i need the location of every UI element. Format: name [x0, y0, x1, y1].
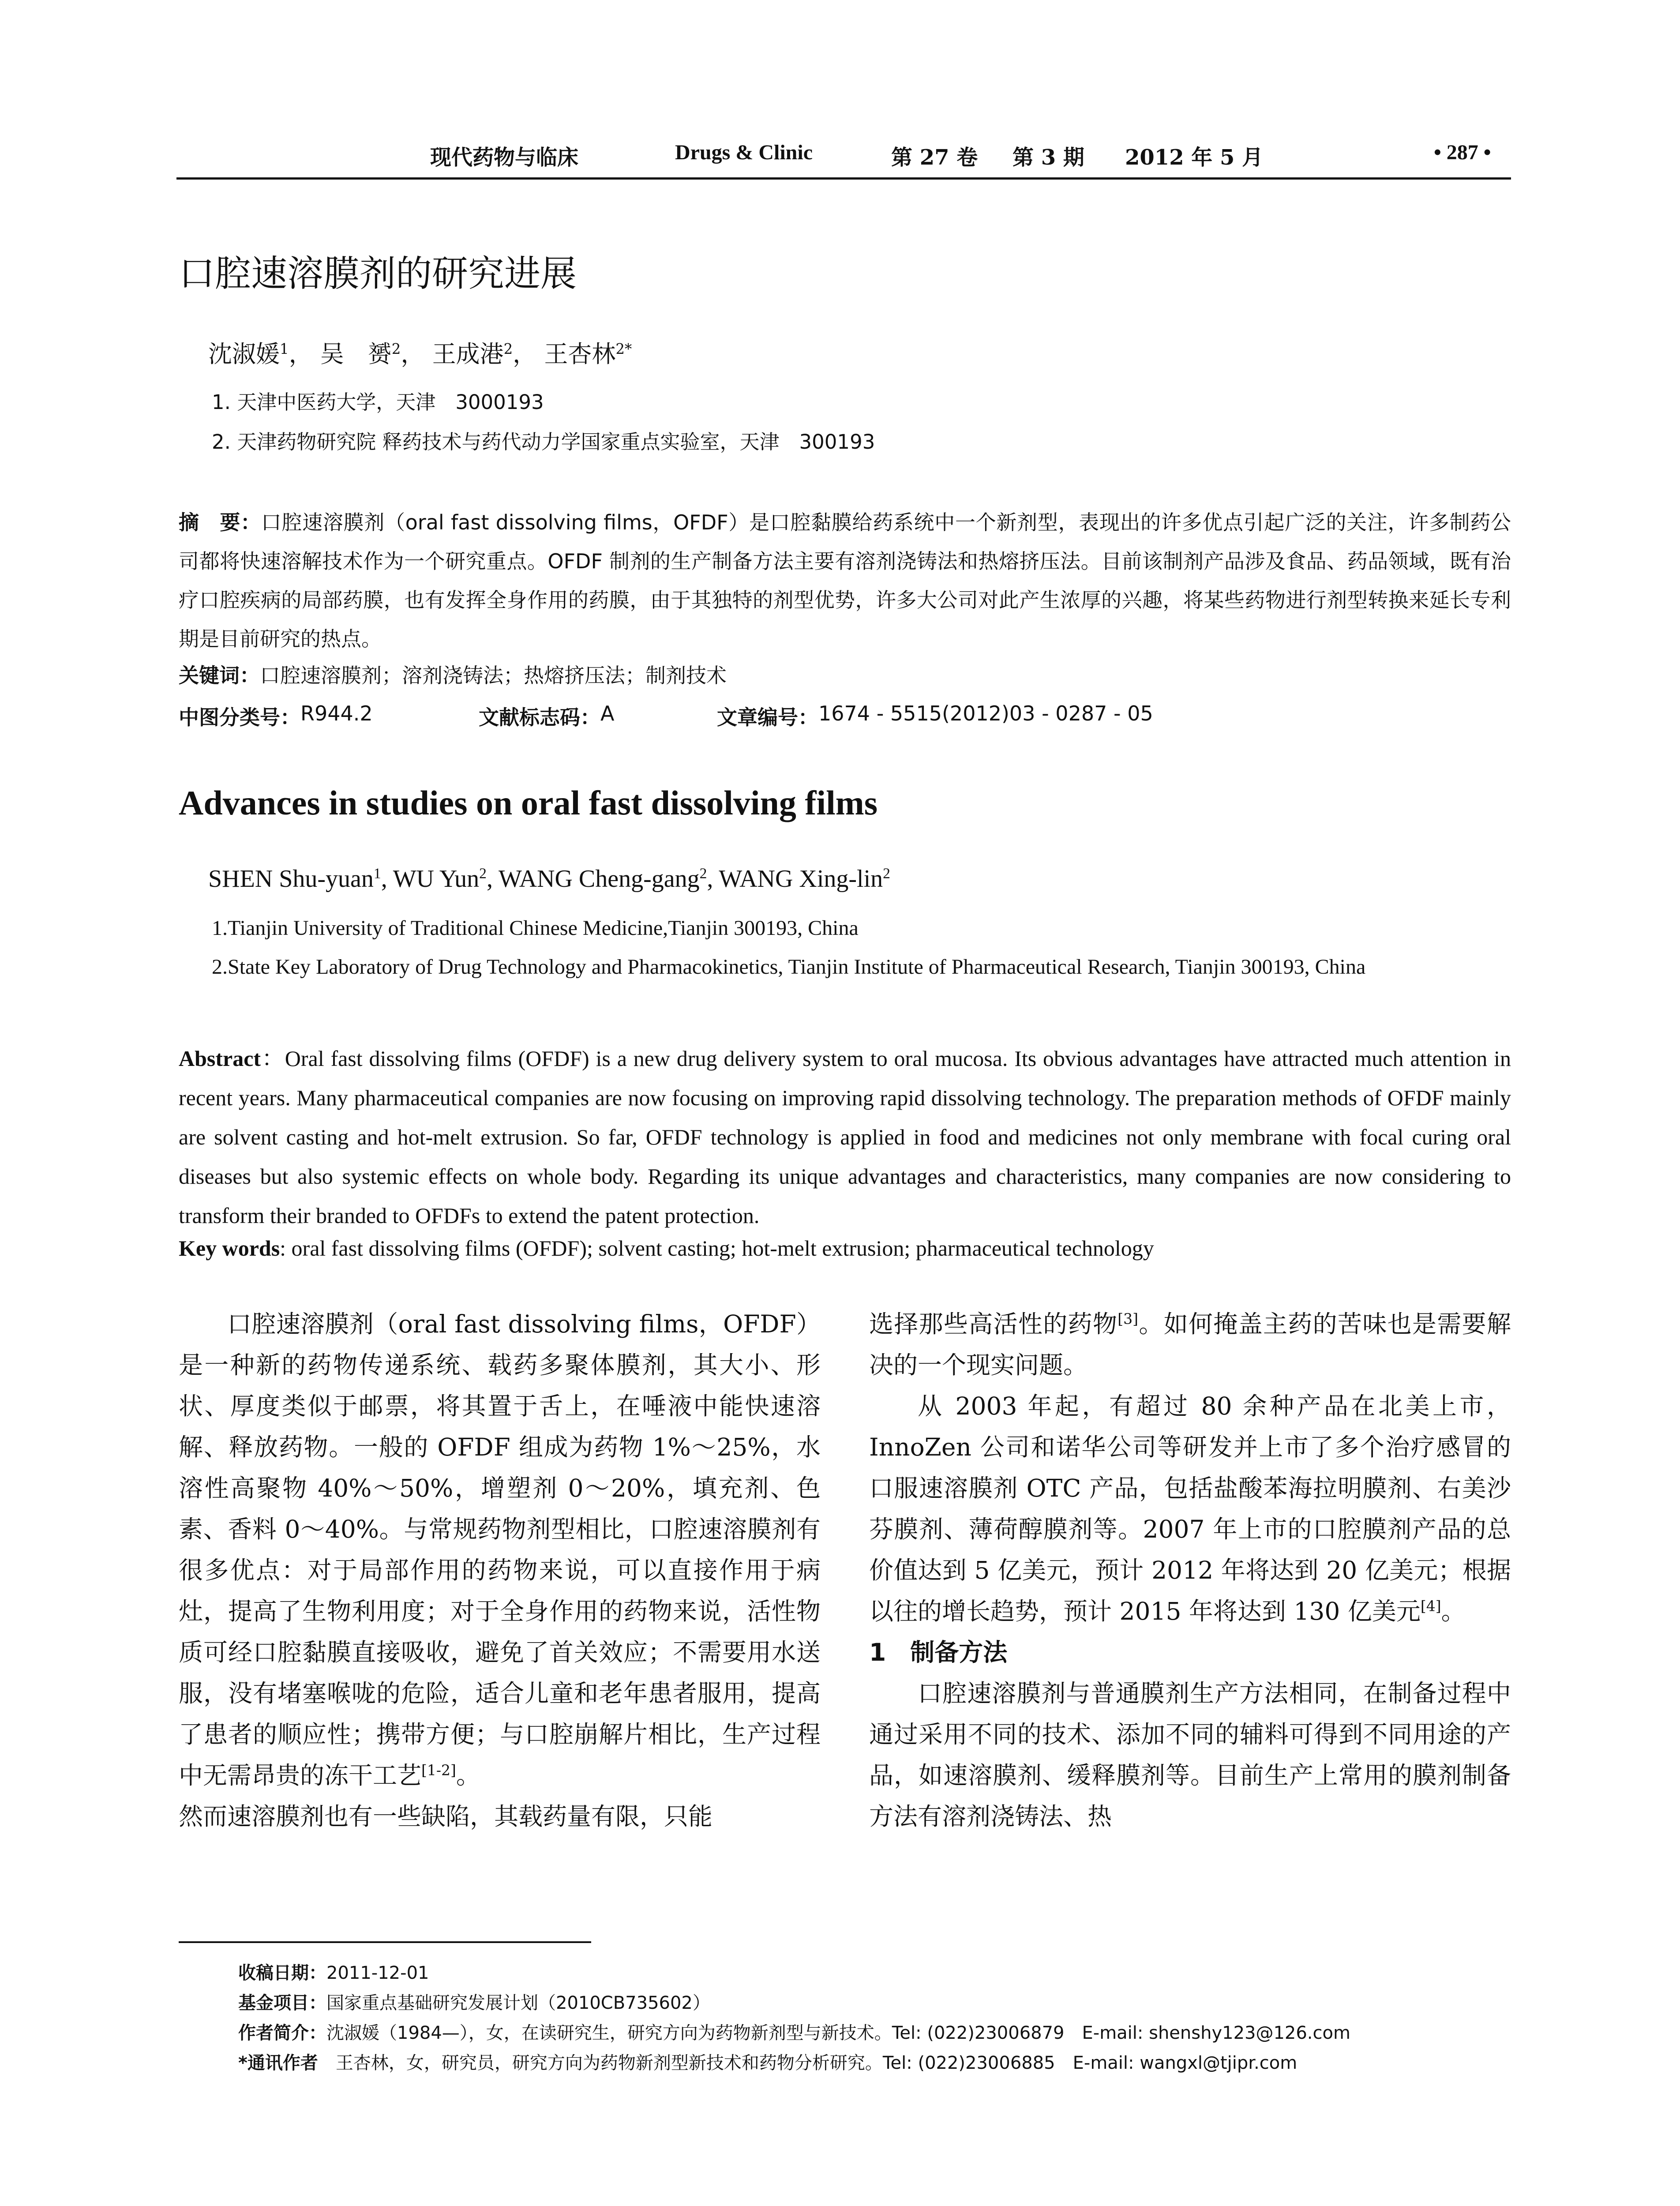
- page-number: • 287 •: [1434, 141, 1491, 164]
- volume: 第 27 卷: [891, 145, 978, 170]
- author-name-en: SHEN Shu-yuan: [208, 865, 374, 893]
- author-name: 吴 赟: [320, 340, 392, 368]
- body-paragraph: 口腔速溶膜剂（oral fast dissolving films，OFDF）是一种新的药物传递系统、载药多聚体膜剂，其大小、形状、厚度类似于邮票，将其置于舌上，在唾液中能快速溶解、释放药物。一般的 OFDF 组成为药物 1%～25%，水溶性高聚物 40%～50%，增塑剂 0～20%，填充剂、色素、香料 0～40%。与常规药物剂型相比，口腔速溶膜剂有很多优点：对于局部作用的药物来说，可以直接作用于病灶，提高了生物利用度；对于全身作用的药物来说，活性物质可经口腔黏膜直接吸收，避免了首关效应；不需要用水送服，没有堵塞喉咙的危险，适合儿童和老年患者服用，提高了患者的顺应性；携带方便；与口腔崩解片相比，生产过程中无需昂贵的冻干工艺[1-2]。: [179, 1310, 821, 1790]
- affiliation-en: 1.Tianjin University of Traditional Chinese Medicine,Tianjin 300193, China: [212, 916, 859, 940]
- author-name: 王成港: [432, 340, 504, 368]
- keywords-cn-text: 口腔速溶膜剂；溶剂浇铸法；热熔挤压法；制剂技术: [260, 664, 727, 687]
- keywords-cn: [179, 660, 727, 689]
- author-mark: 2: [503, 341, 513, 357]
- clc-value: R944.2: [300, 702, 373, 725]
- body-paragraph: 口腔速溶膜剂与普通膜剂生产方法相同，在制备过程中通过采用不同的技术、添加不同的辅料可得到不同用途的产品，如速溶膜剂、缓释膜剂等。目前生产上常用的膜剂制备方法有溶剂浇铸法、热: [869, 1679, 1511, 1831]
- doc-code-value: A: [600, 702, 615, 725]
- author-list-cn: 沈淑媛$^1$， 吴 赟$^2$， 王成港$^2$， 王杏林$^{2*}$: [208, 340, 632, 368]
- author-name: 沈淑媛: [208, 340, 280, 368]
- footnote-corresponding: *通讯作者 王杏林，女，研究员，研究方向为药物新剂型新技术和药物分析研究。Tel: (022)23006885 E-mail: wangxl@tjipr.com: [238, 2053, 1298, 2073]
- footnote-rule: [179, 1941, 591, 1943]
- abstract-cn: [179, 503, 1511, 658]
- body-column-right: [869, 1304, 1511, 1837]
- affiliation-cn: 1. 天津中医药大学，天津 3000193: [212, 390, 544, 414]
- author-name: 王杏林: [544, 340, 616, 368]
- abstract-cn-text: 口腔速溶膜剂（oral fast dissolving films，OFDF）是口腔黏膜给药系统中一个新剂型，表现出的许多优点引起广泛的关注，许多制药公司都将快速溶解技术作为一个研究重点。OFDF 制剂的生产制备方法主要有溶剂浇铸法和热熔挤压法。目前该制剂产品涉及食品、药品领域，既有治疗口腔疾病的局部药膜，也有发挥全身作用的药膜，由于其独特的剂型优势，许多大公司对此产生浓厚的兴趣，将某些药物进行剂型转换来延长专利期是目前研究的热点。: [179, 510, 1511, 651]
- issue: 第 3 期: [1012, 145, 1084, 170]
- citation: [3]: [1118, 1310, 1139, 1328]
- abstract-en-label: Abstract: [179, 1046, 261, 1071]
- body-column-left: [179, 1304, 821, 1837]
- journal-name-en: Drugs & Clinic: [675, 141, 813, 164]
- header-rule: [176, 177, 1511, 180]
- abstract-en-text: ：Oral fast dissolving films (OFDF) is a new drug delivery system to oral mucosa. Its obvious advantages have attracted much attention in recent years. Many pharmaceutical companies are now focusing on improving rapid dissolving technology. The preparation methods of OFDF mainly are solvent casting and hot-melt extrusion. So far, OFDF technology is applied in food and medicines not only membrane with focal curing oral diseases but also systemic effects on whole body. Regarding its unique advantages and characteristics, many companies are now considering to transform their branded to OFDFs to extend the patent protection.: [179, 1046, 1511, 1228]
- body-paragraph: 从 2003 年起，有超过 80 余种产品在北美上市，InnoZen 公司和诺华公司等研发并上市了多个治疗感冒的口服速溶膜剂 OTC 产品，包括盐酸苯海拉明膜剂、右美沙芬膜剂、薄荷醇膜剂等。2007 年上市的口腔膜剂产品的总价值达到 5 亿美元，预计 2012 年将达到 20 亿美元；根据以往的增长趋势，预计 2015 年将达到 130 亿美元[4]。: [869, 1392, 1511, 1625]
- doc-code-field: 文献标志码： A: [479, 702, 615, 729]
- keywords-en: [179, 1235, 1154, 1261]
- citation: [1-2]: [421, 1761, 456, 1779]
- issue-date: 2012 年 5 月: [1125, 145, 1264, 170]
- author-name-en: WU Yun: [393, 865, 480, 893]
- running-header: [176, 140, 1511, 176]
- abstract-cn-label: 摘 要：: [179, 510, 261, 534]
- author-mark: 2*: [615, 341, 632, 357]
- abstract-en: [179, 1039, 1511, 1235]
- article-title-en: Advances in studies on oral fast dissolving films: [179, 784, 878, 822]
- body-paragraph: 选择那些高活性的药物[3]。如何掩盖主药的苦味也是需要解决的一个现实问题。: [869, 1310, 1511, 1379]
- article-no-field: 文章编号： 1674 - 5515(2012)03 - 0287 - 05: [717, 702, 1153, 729]
- section-heading: 1 制备方法: [869, 1638, 1008, 1666]
- footnote-funding: 基金项目：国家重点基础研究发展计划（2010CB735602）: [238, 1993, 710, 2013]
- author-name-en: WANG Cheng-gang: [498, 865, 700, 893]
- keywords-en-label: Key words: [179, 1236, 280, 1261]
- author-list-en: SHEN Shu-yuan$^1$, WU Yun$^2$, WANG Cheng-gang$^2$, WANG Xing-lin$^2$: [208, 865, 890, 893]
- body-paragraph: 然而速溶膜剂也有一些缺陷，其载药量有限，只能: [179, 1802, 713, 1831]
- article-no-value: 1674 - 5515(2012)03 - 0287 - 05: [818, 702, 1153, 725]
- author-name-en: WANG Xing-lin: [719, 865, 883, 893]
- clc-field: 中图分类号： R944.2: [179, 702, 373, 729]
- citation: [4]: [1420, 1597, 1441, 1615]
- affiliation-en: 2.State Key Laboratory of Drug Technology and Pharmacokinetics, Tianjin Institute of Pharmaceutical Research, Tianjin 300193, China: [212, 955, 1366, 979]
- author-mark: 2: [391, 341, 401, 357]
- article-title-cn: 口腔速溶膜剂的研究进展: [179, 253, 577, 295]
- author-mark: 1: [280, 341, 289, 357]
- footnote-received: 收稿日期：2011-12-01: [238, 1963, 429, 1983]
- keywords-cn-label: 关键词：: [179, 664, 260, 687]
- footnote-author-bio: 作者简介：沈淑媛（1984—），女，在读研究生，研究方向为药物新剂型与新技术。Tel: (022)23006879 E-mail: shenshy123@126.com: [238, 2023, 1350, 2043]
- affiliation-cn: 2. 天津药物研究院 释药技术与药代动力学国家重点实验室，天津 300193: [212, 430, 875, 454]
- journal-name-cn: 现代药物与临床: [430, 145, 579, 170]
- keywords-en-text: : oral fast dissolving films (OFDF); solvent casting; hot-melt extrusion; pharmaceutical technology: [280, 1236, 1154, 1261]
